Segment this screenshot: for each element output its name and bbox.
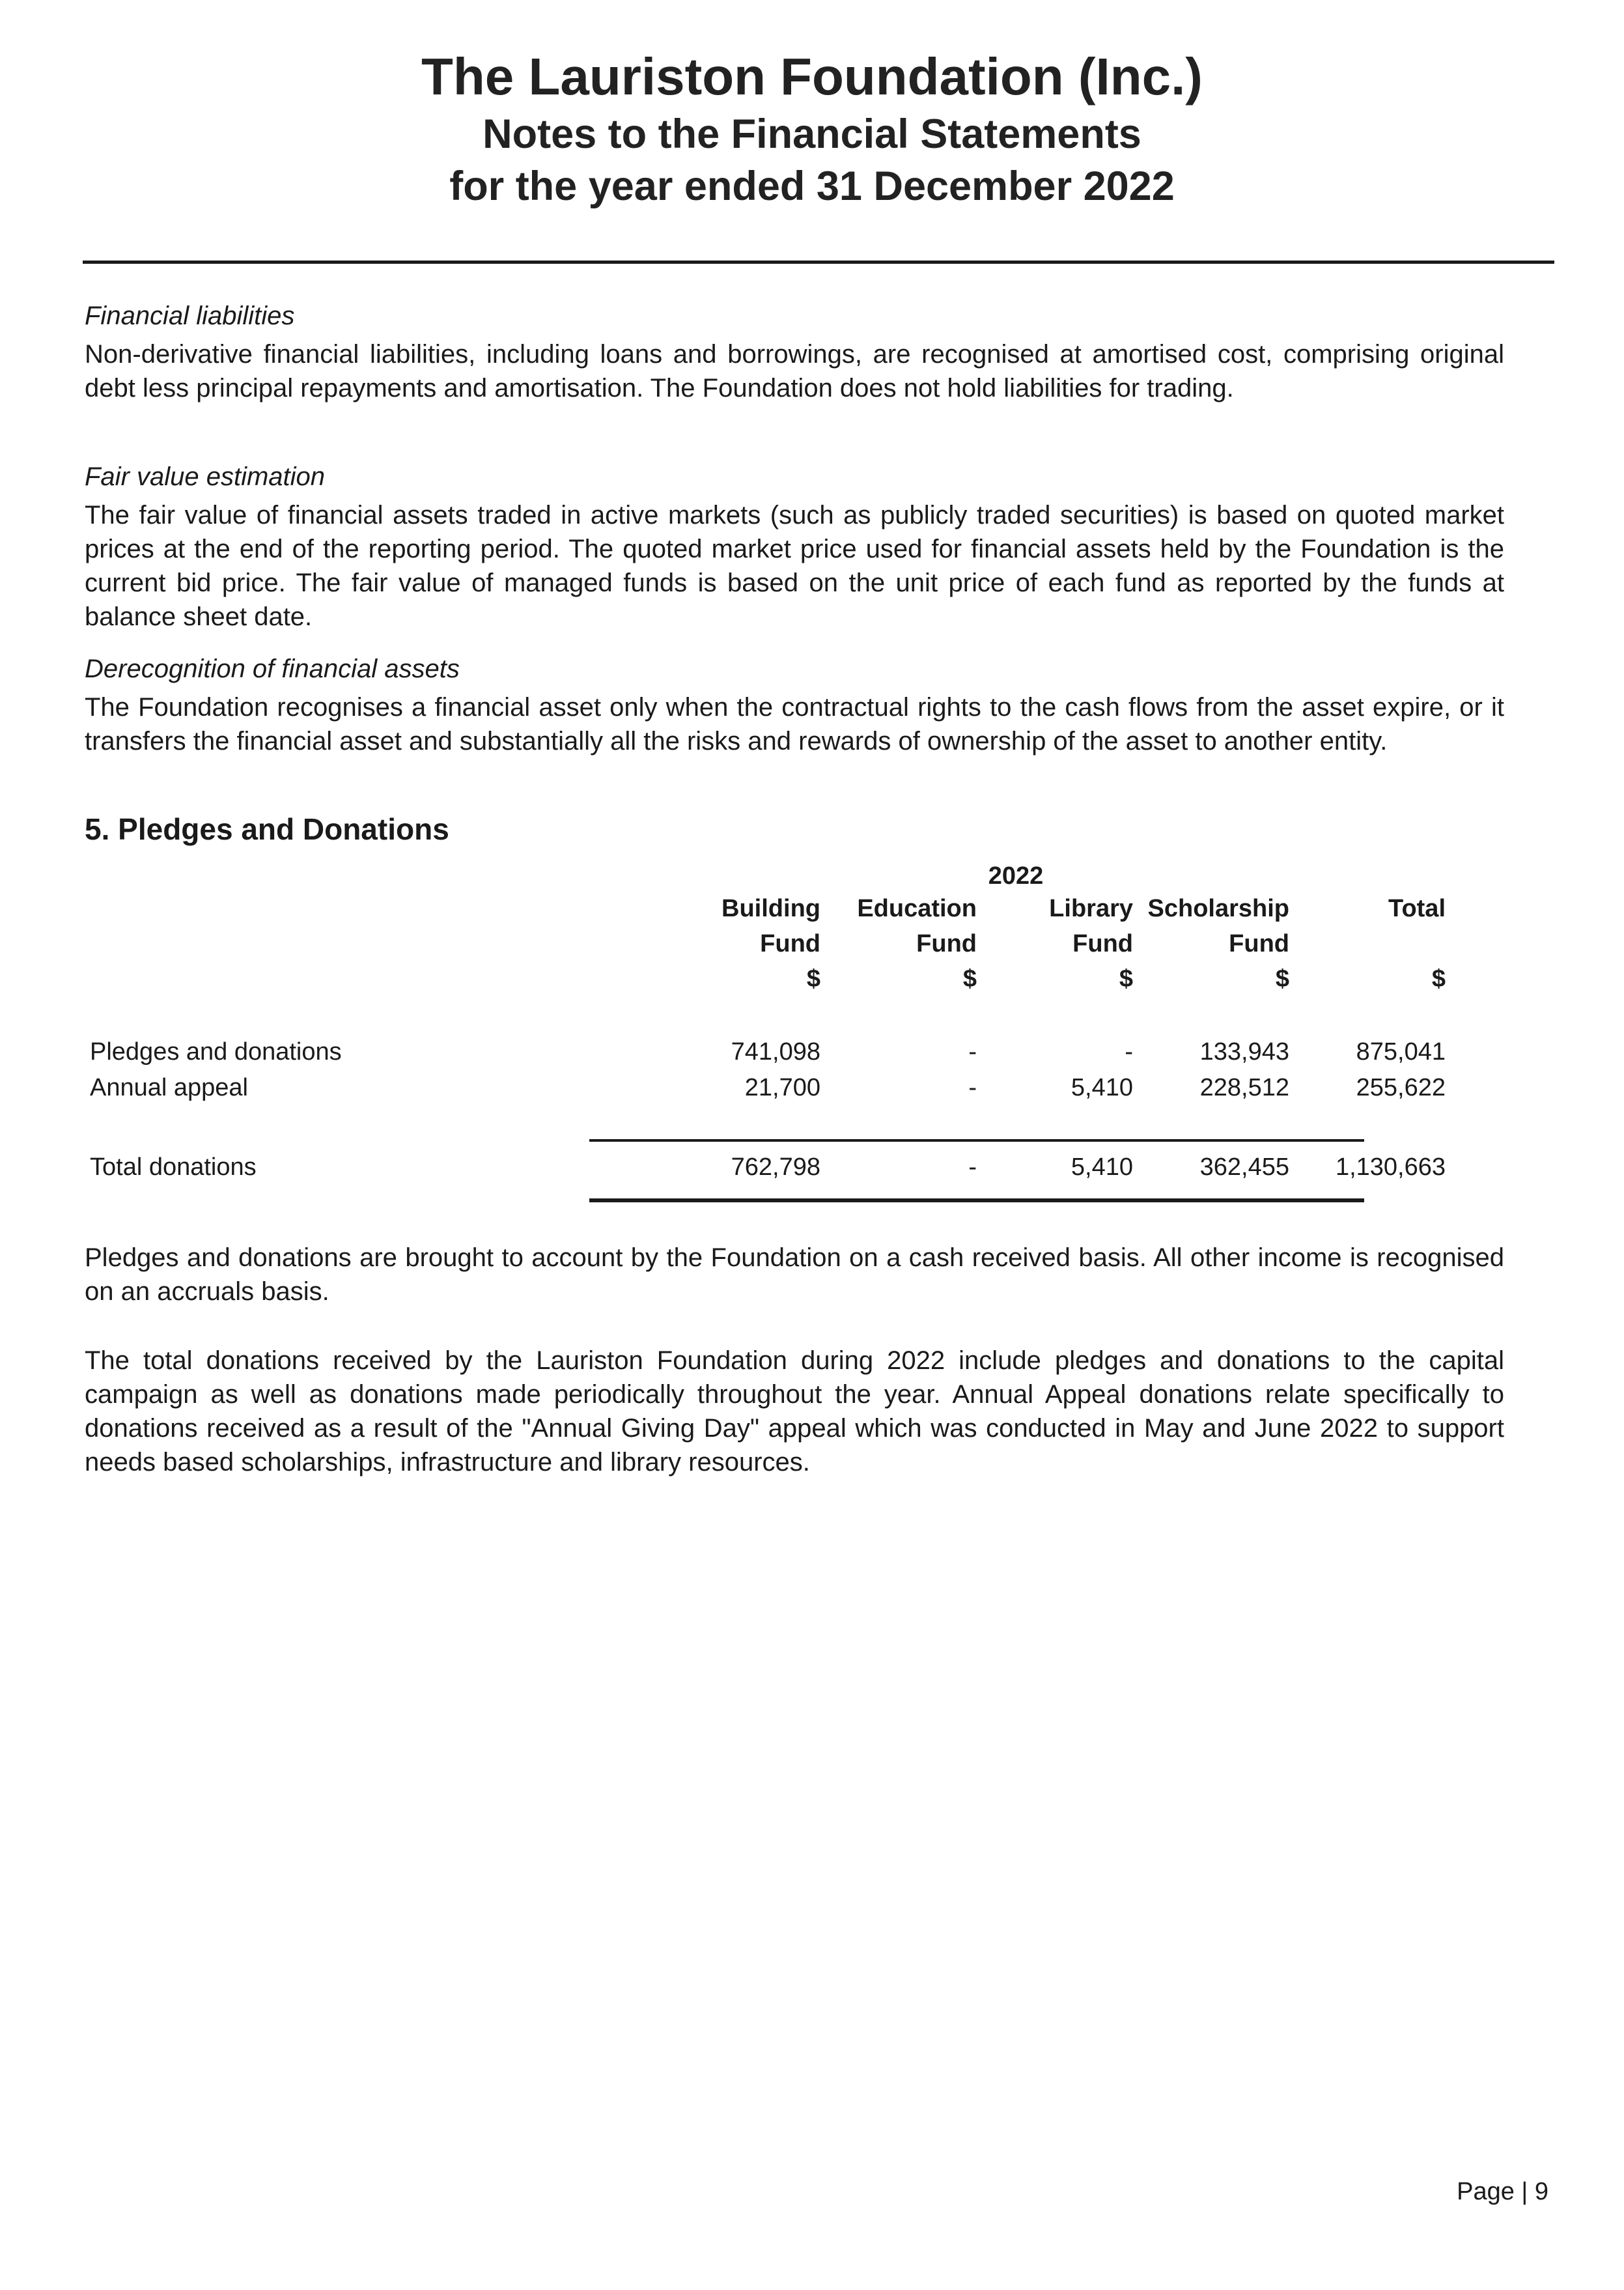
row-appeal-scholarship: 228,512: [1199, 1074, 1289, 1101]
col-building-unit: $: [806, 965, 820, 993]
col-building-line2: Fund: [760, 930, 820, 957]
document-subtitle: Notes to the Financial Statements: [483, 111, 1141, 157]
row-total-education: -: [968, 1153, 977, 1181]
row-appeal-total: 255,622: [1356, 1074, 1446, 1101]
note5-paragraph-2: [85, 1344, 1504, 1479]
header-divider: [83, 261, 1554, 264]
fair-value-heading: Fair value estimation: [85, 462, 326, 491]
row-appeal-label: Annual appeal: [90, 1074, 248, 1101]
note5-paragraph-1: [85, 1241, 1504, 1308]
document-header: [0, 46, 1624, 212]
row-pledges-scholarship: 133,943: [1199, 1038, 1289, 1066]
col-library-line2: Fund: [1072, 930, 1133, 957]
financial-liabilities-text: Non-derivative financial liabilities, including loans and borrowings, are recognised at amortised cost, comprising original debt less principal repayments and amortisation. The Foundation does not hold liabilities for trading.: [85, 340, 1504, 403]
total-bottom-rule: [589, 1198, 1364, 1202]
col-education-unit: $: [962, 965, 977, 993]
row-pledges-total: 875,041: [1356, 1038, 1446, 1066]
document-period: for the year ended 31 December 2022: [449, 163, 1175, 209]
row-pledges-education: -: [968, 1038, 977, 1066]
row-total-building: 762,798: [731, 1153, 820, 1181]
col-total-line1: Total: [1388, 895, 1446, 922]
pledges-donations-table: [85, 860, 1446, 1224]
row-pledges-label: Pledges and donations: [90, 1038, 342, 1066]
row-pledges-building: 741,098: [731, 1038, 820, 1066]
derecognition-section: [85, 651, 1504, 758]
row-appeal-building: 21,700: [744, 1074, 820, 1101]
col-scholarship-line2: Fund: [1229, 930, 1289, 957]
fair-value-text: The fair value of financial assets traded in active markets (such as publicly traded securities) is based on quoted market prices at the end of the reporting period. The quoted market price used for financial assets held by the Foundation is the current bid price. The fair value of managed funds is based on the unit price of each fund as reported by the funds at balance sheet date.: [85, 501, 1504, 631]
note5-section: [85, 811, 1504, 847]
financial-liabilities-section: [85, 298, 1504, 405]
total-top-rule: [589, 1139, 1364, 1142]
row-total-library: 5,410: [1071, 1153, 1133, 1181]
row-appeal-library: 5,410: [1071, 1074, 1133, 1101]
financial-liabilities-heading: Financial liabilities: [85, 302, 295, 330]
note5-para2-text: The total donations received by the Lauriston Foundation during 2022 include pledges and donations to the capital campaign as well as donations made periodically throughout the year. Annual Appeal donations relate specifically to donations received as a result of the "Annual Giving Day" appeal which was conducted in May and June 2022 to support needs based scholarships, infrastructure and library resources.: [85, 1346, 1504, 1477]
row-total-scholarship: 362,455: [1199, 1153, 1289, 1181]
col-scholarship-unit: $: [1275, 965, 1289, 993]
col-education-line1: Education: [857, 895, 977, 922]
derecognition-text: The Foundation recognises a financial asset only when the contractual rights to the cash flows from the asset expire, or it transfers the financial asset and substantially all the risks and rewards of ownership of the asset to another entity.: [85, 693, 1504, 756]
col-education-line2: Fund: [916, 930, 977, 957]
document-title: The Lauriston Foundation (Inc.): [421, 48, 1203, 106]
note5-para1-text: Pledges and donations are brought to account by the Foundation on a cash received basis. All other income is recognised on an accruals basis.: [85, 1243, 1504, 1306]
row-appeal-education: -: [968, 1074, 977, 1101]
row-total-label: Total donations: [90, 1153, 257, 1181]
col-scholarship-line1: Scholarship: [1147, 895, 1289, 922]
row-total-total: 1,130,663: [1335, 1153, 1446, 1181]
page-number: Page | 9: [1457, 2178, 1548, 2205]
fair-value-section: [85, 459, 1504, 634]
col-library-line1: Library: [1049, 895, 1133, 922]
row-pledges-library: -: [1125, 1038, 1133, 1066]
derecognition-heading: Derecognition of financial assets: [85, 655, 460, 683]
col-library-unit: $: [1119, 965, 1133, 993]
col-building-line1: Building: [721, 895, 820, 922]
note5-heading: 5. Pledges and Donations: [85, 812, 449, 846]
col-total-unit: $: [1431, 965, 1446, 993]
table-year-header: 2022: [988, 862, 1044, 890]
